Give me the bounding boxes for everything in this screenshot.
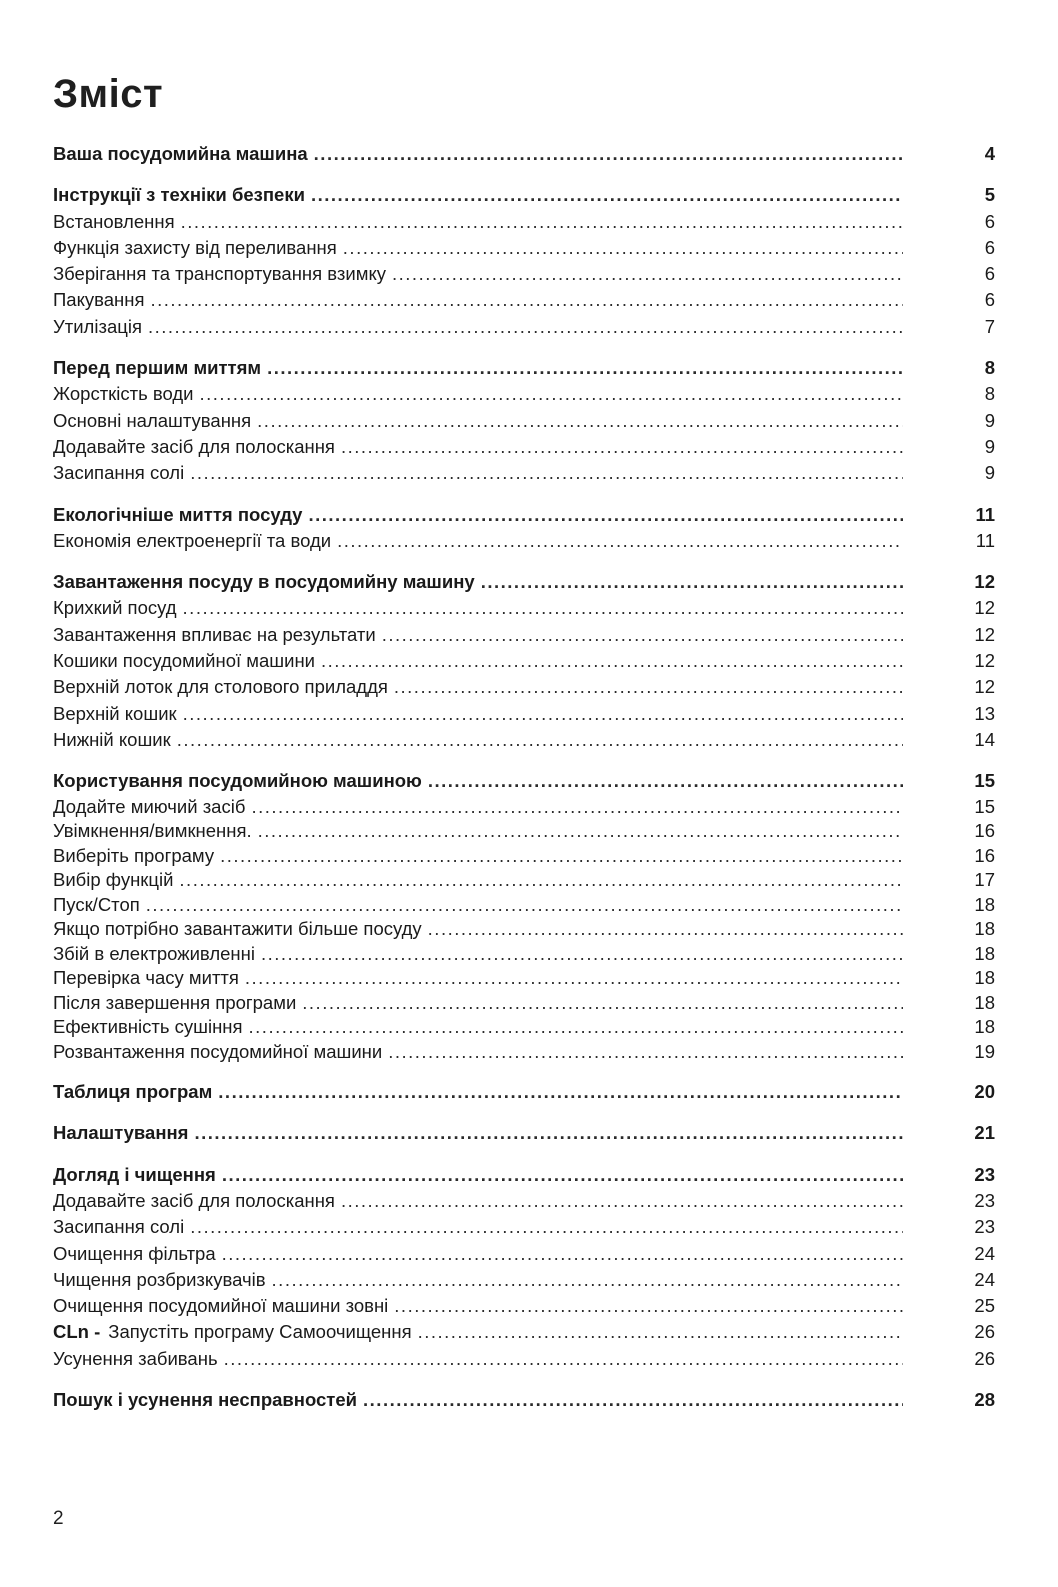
dot-leader bbox=[220, 844, 903, 869]
toc-entry[interactable] bbox=[53, 844, 995, 869]
toc-entry[interactable] bbox=[53, 917, 995, 942]
toc-entry-label bbox=[53, 287, 145, 313]
dot-leader bbox=[261, 942, 903, 967]
toc-page-number: 26 bbox=[974, 1321, 995, 1343]
toc-entry[interactable] bbox=[53, 819, 995, 844]
toc-entry[interactable] bbox=[53, 1346, 995, 1372]
toc-page-number: 15 bbox=[974, 770, 995, 792]
toc-heading-label bbox=[53, 768, 422, 794]
toc-entry-label bbox=[53, 893, 140, 918]
toc-heading-label bbox=[53, 1079, 212, 1105]
toc-label-text: Утилізація bbox=[53, 315, 142, 337]
toc-page-number: 28 bbox=[974, 1389, 995, 1410]
toc-entry[interactable] bbox=[53, 460, 995, 486]
toc-entry-label bbox=[53, 209, 175, 235]
toc-label-text: Додавайте засіб для полоскання bbox=[53, 1189, 335, 1211]
dot-leader bbox=[177, 727, 903, 753]
toc-label-text: Усунення забивань bbox=[53, 1347, 218, 1369]
dot-leader bbox=[341, 434, 903, 460]
toc-entry-label bbox=[53, 1346, 218, 1372]
toc-label-text: Догляд і чищення bbox=[53, 1163, 216, 1185]
toc-section-heading[interactable] bbox=[53, 1120, 995, 1146]
toc-page-number: 23 bbox=[974, 1216, 995, 1238]
toc-entry-label bbox=[53, 648, 315, 674]
dot-leader bbox=[183, 701, 903, 727]
toc-label-text: Очищення посудомийної машини зовні bbox=[53, 1295, 389, 1317]
table-of-contents bbox=[53, 141, 995, 1428]
toc-page-number: 7 bbox=[984, 315, 995, 337]
dot-leader bbox=[308, 502, 903, 528]
toc-page-number: 24 bbox=[974, 1242, 995, 1264]
toc-label-text: Екологічніше миття посуду bbox=[53, 503, 303, 525]
toc-label-text: Інструкції з техніки безпеки bbox=[53, 184, 305, 206]
toc-entry-label bbox=[53, 991, 296, 1016]
toc-section-heading[interactable] bbox=[53, 502, 995, 528]
toc-heading-label bbox=[53, 569, 475, 595]
toc-entry-label bbox=[53, 1040, 382, 1065]
toc-entry[interactable] bbox=[53, 1040, 995, 1065]
toc-entry-label bbox=[53, 460, 184, 486]
toc-entry[interactable] bbox=[53, 1015, 995, 1040]
toc-page-number: 12 bbox=[974, 571, 995, 593]
toc-section bbox=[53, 182, 995, 340]
toc-page-number: 9 bbox=[984, 435, 995, 457]
dot-leader bbox=[146, 893, 903, 918]
toc-entry[interactable] bbox=[53, 1241, 995, 1267]
toc-entry-label bbox=[53, 1015, 243, 1040]
toc-entry[interactable] bbox=[53, 1319, 995, 1345]
toc-label-text: Верхній лоток для столового приладдя bbox=[53, 676, 388, 698]
toc-entry-label bbox=[53, 528, 331, 554]
toc-label-text: Встановлення bbox=[53, 210, 175, 232]
toc-entry[interactable] bbox=[53, 966, 995, 991]
toc-entry-label bbox=[53, 942, 255, 967]
dot-leader bbox=[194, 1120, 903, 1146]
toc-label-text: Додавайте засіб для полоскання bbox=[53, 435, 335, 457]
toc-section-heading[interactable] bbox=[53, 141, 995, 167]
toc-section bbox=[53, 768, 995, 1064]
toc-page-number: 23 bbox=[974, 1189, 995, 1211]
toc-entry[interactable] bbox=[53, 528, 995, 554]
dot-leader bbox=[428, 917, 903, 942]
toc-entry-label bbox=[53, 701, 177, 727]
toc-label-text: Засипання солі bbox=[53, 462, 185, 484]
toc-label-text: Увімкнення/вимкнення. bbox=[53, 820, 252, 842]
toc-entry-label bbox=[53, 595, 177, 621]
dot-leader bbox=[481, 569, 903, 595]
toc-label-text: Налаштування bbox=[53, 1122, 189, 1144]
toc-label-text: Збій в електроживленні bbox=[53, 942, 255, 964]
dot-leader bbox=[428, 768, 903, 794]
toc-label-text: Вибір функцій bbox=[53, 869, 174, 891]
toc-entry-label bbox=[53, 314, 142, 340]
toc-entry[interactable] bbox=[53, 648, 995, 674]
toc-page-number: 9 bbox=[984, 409, 995, 431]
toc-entry-label bbox=[53, 1319, 412, 1345]
toc-label-text: Після завершення програми bbox=[53, 991, 297, 1013]
dot-leader bbox=[257, 408, 903, 434]
toc-page-number: 5 bbox=[984, 184, 995, 206]
toc-entry-label bbox=[53, 1241, 216, 1267]
toc-section-heading[interactable] bbox=[53, 768, 995, 794]
toc-entry[interactable] bbox=[53, 1293, 995, 1319]
toc-label-text: Засипання солі bbox=[53, 1216, 185, 1238]
toc-entry[interactable] bbox=[53, 795, 995, 820]
toc-label-text: Завантаження впливає на результати bbox=[53, 623, 376, 645]
toc-heading-label bbox=[53, 355, 261, 381]
toc-label-text: Пошук і усунення несправностей bbox=[53, 1389, 358, 1410]
toc-page-number: 16 bbox=[974, 844, 995, 866]
dot-leader bbox=[363, 1387, 903, 1413]
dot-leader bbox=[258, 819, 903, 844]
toc-heading-label bbox=[53, 1387, 357, 1413]
dot-leader bbox=[321, 648, 903, 674]
toc-page-number: 12 bbox=[974, 623, 995, 645]
toc-entry-label bbox=[53, 381, 194, 407]
toc-heading-label bbox=[53, 182, 305, 208]
toc-label-text: Користування посудомийною машиною bbox=[53, 770, 422, 792]
toc-entry-label bbox=[53, 1188, 335, 1214]
dot-leader bbox=[148, 314, 903, 340]
dot-leader bbox=[222, 1162, 903, 1188]
toc-entry-label bbox=[53, 1293, 388, 1319]
dot-leader bbox=[181, 209, 903, 235]
toc-entry[interactable] bbox=[53, 1188, 995, 1214]
toc-entry[interactable] bbox=[53, 381, 995, 407]
toc-heading-label bbox=[53, 502, 302, 528]
toc-page-number: 18 bbox=[974, 942, 995, 964]
dot-leader bbox=[190, 1214, 903, 1240]
toc-entry-label bbox=[53, 966, 239, 991]
toc-entry[interactable] bbox=[53, 408, 995, 434]
toc-page-number: 9 bbox=[984, 462, 995, 484]
toc-label-text: Верхній кошик bbox=[53, 702, 177, 724]
toc-page-number: 18 bbox=[974, 1016, 995, 1038]
toc-entry-label bbox=[53, 408, 251, 434]
toc-heading-label bbox=[53, 1120, 188, 1146]
toc-label-text: Нижній кошик bbox=[53, 728, 171, 750]
toc-section bbox=[53, 1162, 995, 1372]
toc-label-text: Виберіть програму bbox=[53, 844, 215, 866]
toc-entry[interactable] bbox=[53, 991, 995, 1016]
toc-entry-label bbox=[53, 917, 422, 942]
toc-entry-label bbox=[53, 1214, 184, 1240]
toc-page-number: 26 bbox=[974, 1347, 995, 1369]
toc-page-number: 17 bbox=[974, 869, 995, 891]
toc-entry[interactable] bbox=[53, 1267, 995, 1293]
toc-page-number: 18 bbox=[974, 991, 995, 1013]
page-number: 2 bbox=[53, 1508, 64, 1529]
dot-leader bbox=[179, 868, 903, 893]
toc-label-text: Функція захисту від переливання bbox=[53, 236, 337, 258]
toc-entry-label bbox=[53, 727, 171, 753]
dot-leader bbox=[388, 1040, 903, 1065]
dot-leader bbox=[251, 795, 903, 820]
toc-page-number: 16 bbox=[974, 820, 995, 842]
dot-leader bbox=[218, 1079, 903, 1105]
toc-section-heading[interactable] bbox=[53, 1387, 995, 1413]
toc-page-number: 11 bbox=[975, 503, 995, 525]
toc-page-number: 12 bbox=[974, 597, 995, 619]
toc-section bbox=[53, 1387, 995, 1413]
toc-label-text: Перевірка часу миття bbox=[53, 967, 239, 989]
toc-label-text: Додайте миючий засіб bbox=[53, 795, 246, 817]
toc-label-text: Ваша посудомийна машина bbox=[53, 143, 308, 164]
toc-entry[interactable] bbox=[53, 1214, 995, 1240]
toc-entry[interactable] bbox=[53, 868, 995, 893]
toc-section-heading[interactable] bbox=[53, 1162, 995, 1188]
toc-entry[interactable] bbox=[53, 942, 995, 967]
toc-section bbox=[53, 1120, 995, 1146]
toc-entry[interactable] bbox=[53, 287, 995, 313]
dot-leader bbox=[337, 528, 903, 554]
toc-label-text: Чищення розбризкувачів bbox=[53, 1268, 266, 1290]
dot-leader bbox=[382, 622, 903, 648]
toc-page-number: 14 bbox=[974, 728, 995, 750]
toc-entry[interactable] bbox=[53, 434, 995, 460]
toc-label-text: Запустіть програму Самоочищення bbox=[108, 1321, 412, 1343]
dot-leader bbox=[311, 182, 903, 208]
page-title: Зміст bbox=[53, 72, 164, 116]
toc-entry[interactable] bbox=[53, 235, 995, 261]
toc-page-number: 18 bbox=[974, 967, 995, 989]
toc-entry[interactable] bbox=[53, 261, 995, 287]
dot-leader bbox=[302, 991, 903, 1016]
dot-leader bbox=[224, 1346, 903, 1372]
toc-page-number: 20 bbox=[974, 1081, 995, 1103]
toc-entry-prefix: CLn - bbox=[53, 1321, 101, 1343]
toc-entry[interactable] bbox=[53, 893, 995, 918]
dot-leader bbox=[418, 1319, 903, 1345]
toc-label-text: Основні налаштування bbox=[53, 409, 252, 431]
toc-label-text: Економія електроенергії та води bbox=[53, 529, 332, 551]
toc-label-text: Завантаження посуду в посудомийну машину bbox=[53, 571, 475, 593]
toc-label-text: Ефективність сушіння bbox=[53, 1016, 243, 1038]
dot-leader bbox=[392, 261, 903, 287]
toc-entry[interactable] bbox=[53, 727, 995, 753]
toc-label-text: Крихкий посуд bbox=[53, 597, 177, 619]
toc-entry-label bbox=[53, 261, 386, 287]
toc-page-number: 11 bbox=[975, 529, 995, 551]
toc-page-number: 18 bbox=[974, 918, 995, 940]
toc-page-number: 8 bbox=[984, 357, 995, 379]
dot-leader bbox=[343, 235, 903, 261]
toc-entry-label bbox=[53, 819, 252, 844]
toc-entry[interactable] bbox=[53, 622, 995, 648]
toc-entry-label bbox=[53, 434, 335, 460]
toc-section bbox=[53, 502, 995, 555]
dot-leader bbox=[394, 674, 903, 700]
toc-page-number: 19 bbox=[974, 1040, 995, 1062]
toc-entry-label bbox=[53, 674, 388, 700]
toc-page-number: 4 bbox=[984, 143, 995, 164]
toc-page-number: 25 bbox=[974, 1295, 995, 1317]
toc-page-number: 6 bbox=[984, 289, 995, 311]
toc-entry-label bbox=[53, 868, 173, 893]
toc-page-number: 6 bbox=[984, 210, 995, 232]
toc-label-text: Жорсткість води bbox=[53, 383, 194, 405]
toc-label-text: Перед першим миттям bbox=[53, 357, 262, 379]
toc-entry[interactable] bbox=[53, 595, 995, 621]
toc-section-heading[interactable] bbox=[53, 182, 995, 208]
toc-heading-label bbox=[53, 141, 308, 167]
toc-entry[interactable] bbox=[53, 209, 995, 235]
dot-leader bbox=[249, 1015, 903, 1040]
toc-label-text: Якщо потрібно завантажити більше посуду bbox=[53, 918, 422, 940]
toc-label-text: Розвантаження посудомийної машини bbox=[53, 1040, 383, 1062]
toc-page-number: 21 bbox=[974, 1122, 995, 1144]
dot-leader bbox=[222, 1241, 903, 1267]
dot-leader bbox=[200, 381, 903, 407]
toc-entry[interactable] bbox=[53, 674, 995, 700]
toc-section bbox=[53, 569, 995, 753]
toc-entry[interactable] bbox=[53, 314, 995, 340]
toc-entry[interactable] bbox=[53, 701, 995, 727]
toc-label-text: Очищення фільтра bbox=[53, 1242, 216, 1264]
toc-page-number: 8 bbox=[984, 383, 995, 405]
toc-page-number: 6 bbox=[984, 236, 995, 258]
toc-page-number: 12 bbox=[974, 676, 995, 698]
toc-section-heading[interactable] bbox=[53, 1079, 995, 1105]
toc-label-text: Кошики посудомийної машини bbox=[53, 650, 315, 672]
dot-leader bbox=[267, 355, 903, 381]
toc-section bbox=[53, 355, 995, 486]
toc-section-heading[interactable] bbox=[53, 355, 995, 381]
dot-leader bbox=[183, 595, 903, 621]
dot-leader bbox=[394, 1293, 903, 1319]
dot-leader bbox=[190, 460, 903, 486]
toc-entry-label bbox=[53, 1267, 266, 1293]
toc-label-text: Зберігання та транспортування взимку bbox=[53, 263, 387, 285]
dot-leader bbox=[314, 141, 903, 167]
dot-leader bbox=[272, 1267, 903, 1293]
toc-page-number: 24 bbox=[974, 1268, 995, 1290]
toc-entry-label bbox=[53, 844, 214, 869]
toc-page-number: 12 bbox=[974, 650, 995, 672]
toc-label-text: Таблиця програм bbox=[53, 1081, 213, 1103]
toc-page-number: 15 bbox=[974, 795, 995, 817]
dot-leader bbox=[151, 287, 904, 313]
toc-section bbox=[53, 141, 995, 167]
toc-section bbox=[53, 1079, 995, 1105]
toc-entry-label bbox=[53, 795, 245, 820]
toc-section-heading[interactable] bbox=[53, 569, 995, 595]
toc-heading-label bbox=[53, 1162, 216, 1188]
dot-leader bbox=[341, 1188, 903, 1214]
toc-page-number: 13 bbox=[974, 702, 995, 724]
toc-label-text: Пуск/Стоп bbox=[53, 893, 140, 915]
toc-entry-label bbox=[53, 235, 337, 261]
dot-leader bbox=[245, 966, 903, 991]
toc-page-number: 18 bbox=[974, 893, 995, 915]
toc-page-number: 6 bbox=[984, 263, 995, 285]
toc-page-number: 23 bbox=[974, 1163, 995, 1185]
toc-label-text: Пакування bbox=[53, 289, 145, 311]
toc-entry-label bbox=[53, 622, 376, 648]
